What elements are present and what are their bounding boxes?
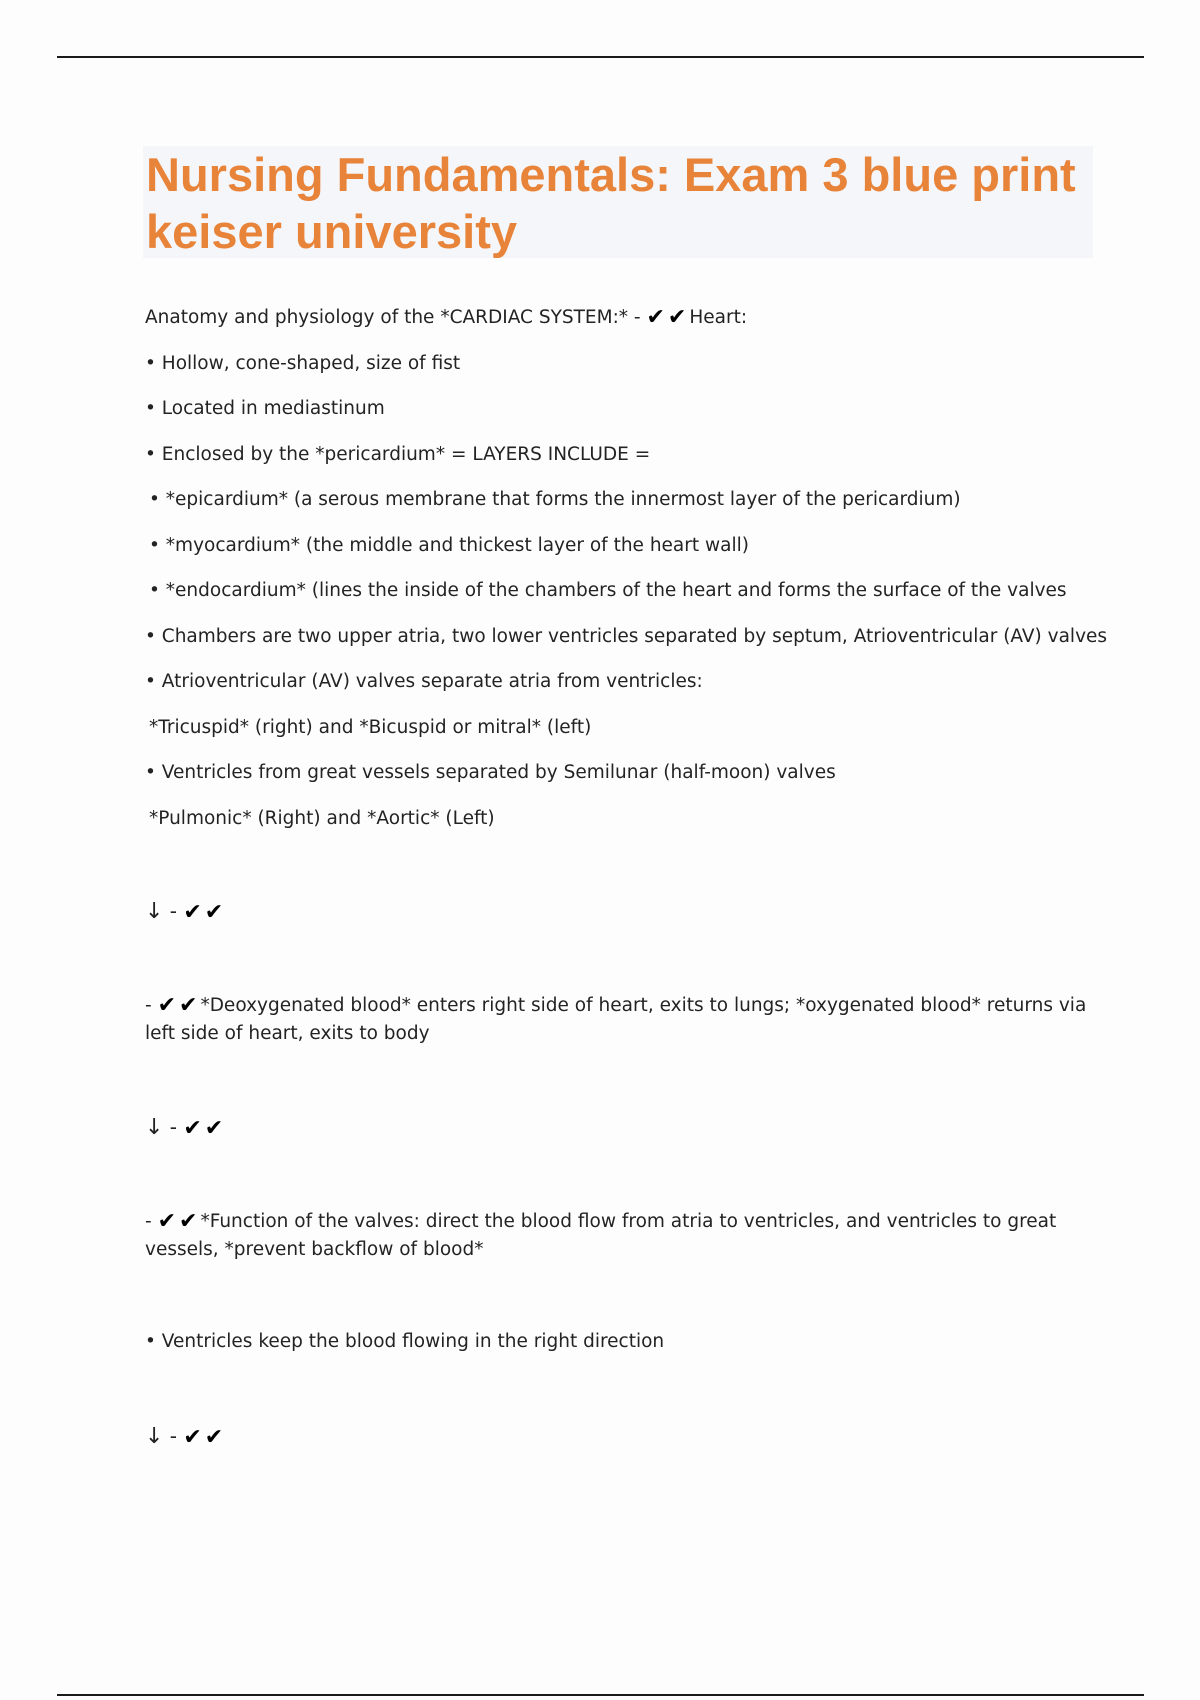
arrow-down-icon: ↓ <box>145 1424 164 1449</box>
title-block <box>143 146 1093 258</box>
dash-separator: - <box>163 1115 184 1139</box>
ventricles-paragraph: • Ventricles keep the blood flowing in the right direction <box>145 1331 665 1352</box>
blood-flow-text: *Deoxygenated blood* enters right side of heart, exits to lungs; *oxygenated blood* returns via left side of heart, exits to body <box>145 995 1087 1044</box>
list-item: • Chambers are two upper atria, two lower ventricles separated by septum, Atrioventricular (AV) valves <box>145 626 1108 647</box>
list-item: • *endocardium* (lines the inside of the chambers of the heart and forms the surface of the valves <box>149 580 1067 601</box>
arrow-marker <box>145 899 226 924</box>
check-mark-icon: ✔✔ <box>183 900 227 925</box>
dash-separator: - <box>163 899 184 923</box>
arrow-down-icon: ↓ <box>145 899 164 924</box>
arrow-marker <box>145 1115 226 1140</box>
list-item: • Hollow, cone-shaped, size of fist <box>145 353 461 374</box>
arrow-down-icon: ↓ <box>145 1115 164 1140</box>
list-item: • Atrioventricular (AV) valves separate atria from ventricles: <box>145 671 703 692</box>
list-item: • *myocardium* (the middle and thickest layer of the heart wall) <box>149 535 749 556</box>
check-mark-icon: ✔✔ <box>183 1425 227 1450</box>
check-mark-icon: ✔✔ <box>646 305 690 330</box>
intro-line <box>145 307 747 329</box>
list-item: • *epicardium* (a serous membrane that forms the innermost layer of the pericardium) <box>149 489 961 510</box>
valves-function-text: *Function of the valves: direct the blood flow from atria to ventricles, and ventricles to great vessels, *prevent backflow of blood* <box>145 1211 1057 1260</box>
list-item: *Tricuspid* (right) and *Bicuspid or mitral* (left) <box>149 717 592 738</box>
list-item: • Located in mediastinum <box>145 398 385 419</box>
list-item: *Pulmonic* (Right) and *Aortic* (Left) <box>149 808 495 829</box>
arrow-marker <box>145 1424 226 1449</box>
blood-flow-paragraph <box>145 992 1090 1048</box>
top-rule <box>57 56 1144 58</box>
intro-heart-label: Heart: <box>689 307 748 328</box>
dash-separator: - <box>145 1211 158 1232</box>
check-mark-icon: ✔✔ <box>183 1116 227 1141</box>
list-item: • Enclosed by the *pericardium* = LAYERS INCLUDE = <box>145 444 651 465</box>
valves-function-paragraph <box>145 1208 1090 1264</box>
document-title: Nursing Fundamentals: Exam 3 blue print keiser university <box>146 148 1076 258</box>
dash-separator: - <box>145 995 158 1016</box>
list-item: • Ventricles from great vessels separated by Semilunar (half-moon) valves <box>145 762 836 783</box>
dash-separator: - <box>163 1424 184 1448</box>
bottom-rule <box>57 1694 1144 1696</box>
intro-text: Anatomy and physiology of the *CARDIAC SYSTEM:* - <box>145 307 647 328</box>
check-mark-icon: ✔✔ <box>157 993 201 1018</box>
check-mark-icon: ✔✔ <box>157 1209 201 1234</box>
